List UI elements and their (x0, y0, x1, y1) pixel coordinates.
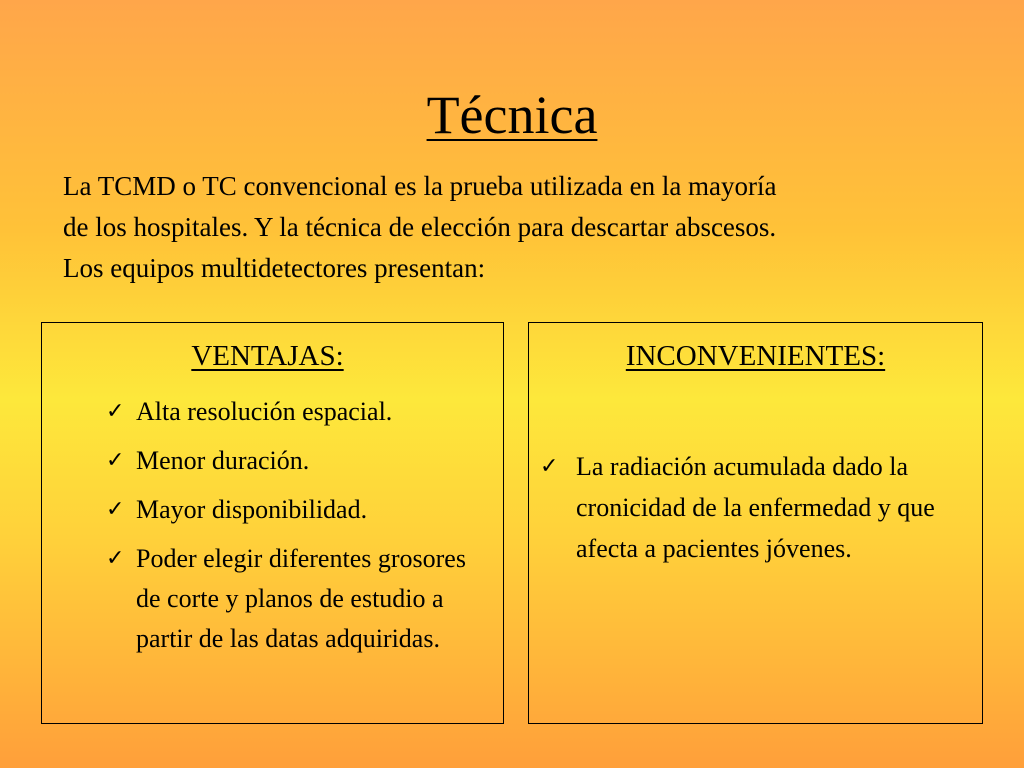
slide-title (0, 84, 1024, 146)
intro-line: de los hospitales. Y la técnica de elección para descartar abscesos. (63, 212, 777, 242)
check-mark-icon: ✓ (106, 546, 125, 571)
advantages-list (104, 392, 494, 668)
check-mark-icon: ✓ (106, 497, 125, 522)
disadvantages-heading (529, 336, 982, 376)
advantage-item-text: Poder elegir diferentes grosores de corte y planos de estudio a partir de las datas adquiridas. (136, 544, 466, 653)
advantages-heading (37, 336, 498, 376)
disadvantages-list (538, 446, 958, 578)
intro-line: La TCMD o TC convencional es la prueba utilizada en la mayoría (63, 171, 777, 201)
slide-title-text: Técnica (426, 85, 598, 145)
advantage-item (104, 490, 494, 530)
advantages-box (41, 322, 504, 724)
disadvantages-box (528, 322, 983, 724)
advantage-item (104, 392, 494, 432)
advantage-item-text: Menor duración. (136, 446, 310, 475)
advantage-item-text: Alta resolución espacial. (136, 397, 393, 426)
check-mark-icon: ✓ (540, 454, 559, 479)
advantage-item (104, 539, 494, 659)
intro-line: Los equipos multidetectores presentan: (63, 253, 486, 283)
intro-paragraph (63, 166, 983, 289)
disadvantage-item-text: La radiación acumulada dado la cronicidad de la enfermedad y que afecta a pacientes jóvenes. (576, 452, 935, 563)
advantages-heading-text: VENTAJAS: (191, 340, 344, 372)
advantage-item (104, 441, 494, 481)
advantage-item-text: Mayor disponibilidad. (136, 495, 368, 524)
disadvantage-item (538, 446, 958, 569)
disadvantages-heading-text: INCONVENIENTES: (625, 340, 886, 372)
check-mark-icon: ✓ (106, 399, 125, 424)
check-mark-icon: ✓ (106, 448, 125, 473)
